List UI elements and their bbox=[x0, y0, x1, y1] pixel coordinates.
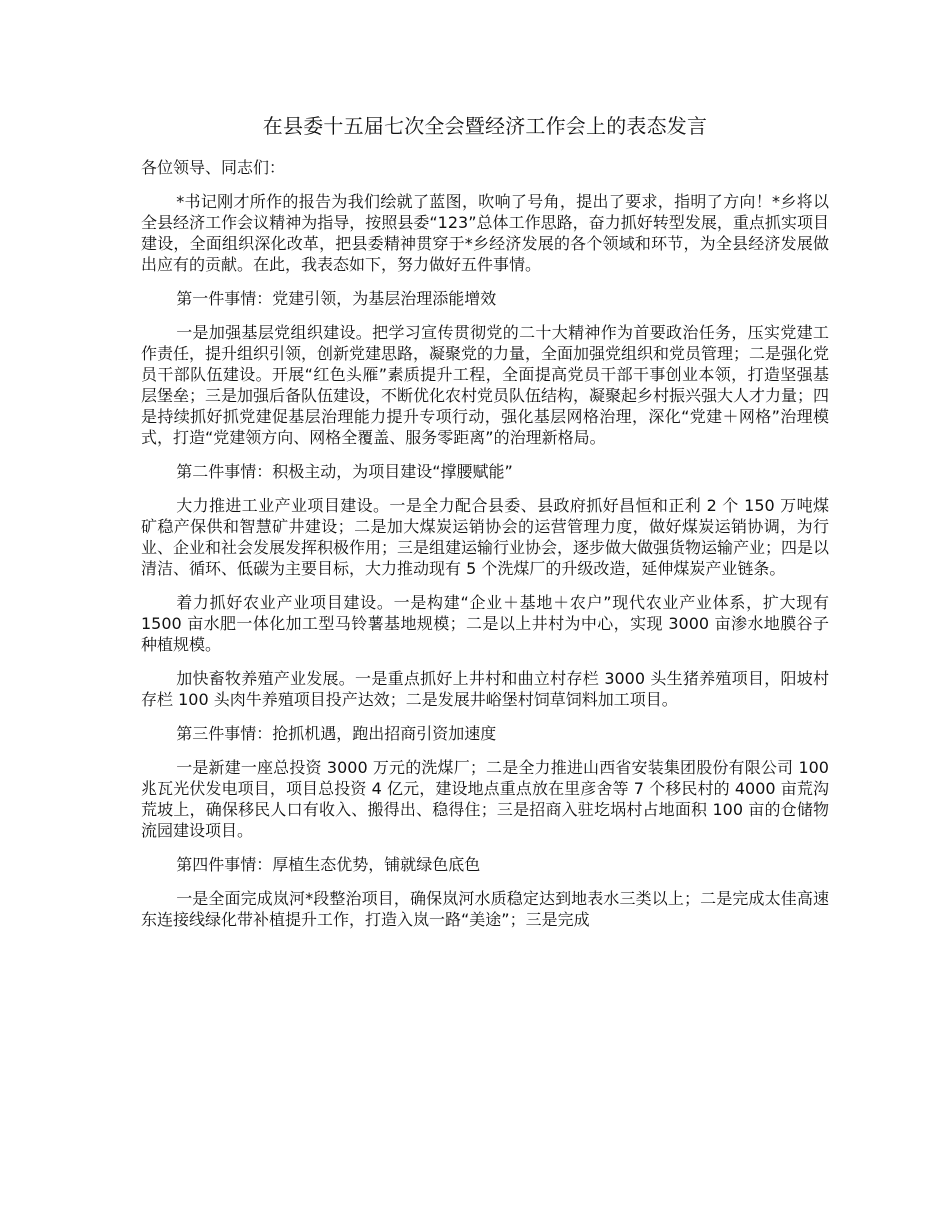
section-heading-3: 第三件事情：抢抓机遇，跑出招商引资加速度 bbox=[176, 724, 497, 743]
paragraph-agricultural-projects: 着力抓好农业产业项目建设。一是构建“企业＋基地＋农户”现代农业产业体系，扩大现有 1500 亩水肥一体化加工型马铃薯基地规模；二是以上井村为中心，实现 3000 亩渗水地膜谷子种植规模。 bbox=[141, 593, 829, 654]
document-title: 在县委十五届七次全会暨经济工作会上的表态发言 bbox=[262, 114, 708, 138]
paragraph-party-building: 一是加强基层党组织建设。把学习宣传贯彻党的二十大精神作为首要政治任务，压实党建工作责任，提升组织引领，创新党建思路，凝聚党的力量，全面加强党组织和党员管理；二是强化党员干部队伍建设。开展“红色头雁”素质提升工程，全面提高党员干部干事创业本领，打造坚强基层堡垒；三是加强后备队伍建设，不断优化农村党员队伍结构，凝聚起乡村振兴强大人才力量；四是持续抓好抓党建促基层治理能力提升专项行动，强化基层网格治理，深化“党建＋网格”治理模式，打造“党建领方向、网格全覆盖、服务零距离”的治理新格局。 bbox=[141, 323, 830, 447]
section-heading-1: 第一件事情：党建引领，为基层治理添能增效 bbox=[176, 289, 497, 308]
section-heading-2: 第二件事情：积极主动，为项目建设“撑腰赋能” bbox=[176, 462, 513, 481]
paragraph-investment: 一是新建一座总投资 3000 万元的洗煤厂；二是全力推进山西省安装集团股份有限公司 100 兆瓦光伏发电项目，项目总投资 4 亿元，建设地点重点放在里彦舍等 7 个移民村的 4000 亩荒沟荒坡上，确保移民人口有收入、搬得出、稳得住；三是招商入驻圪埚村占地面积 100 亩的仓储物流园建设项目。 bbox=[141, 758, 829, 840]
section-heading-4: 第四件事情：厚植生态优势，铺就绿色底色 bbox=[176, 855, 481, 874]
paragraph-industrial-projects: 大力推进工业产业项目建设。一是全力配合县委、县政府抓好昌恒和正利 2 个 150 万吨煤矿稳产保供和智慧矿井建设；二是加大煤炭运销协会的运营管理力度，做好煤炭运销协调，为行业、企业和社会发展发挥积极作用；三是组建运输行业协会，逐步做大做强货物运输产业；四是以清洁、循环、低碳为主要目标，大力推动现有 5 个洗煤厂的升级改造，延伸煤炭产业链条。 bbox=[141, 496, 830, 578]
paragraph-livestock: 加快畜牧养殖产业发展。一是重点抓好上井村和曲立村存栏 3000 头生猪养殖项目，阳坡村存栏 100 头肉牛养殖项目投产达效；二是发展井峪堡村饲草饲料加工项目。 bbox=[141, 669, 829, 709]
paragraph-ecology: 一是全面完成岚河*段整治项目，确保岚河水质稳定达到地表水三类以上；二是完成太佳高速东连接线绿化带补植提升工作，打造入岚一路“美途”；三是完成 bbox=[141, 889, 829, 929]
paragraph-intro: *书记刚才所作的报告为我们绘就了蓝图，吹响了号角，提出了要求，指明了方向！*乡将以全县经济工作会议精神为指导，按照县委“123”总体工作思路，奋力抓好转型发展，重点抓实项目建设，全面组织深化改革，把县委精神贯穿于*乡经济发展的各个领域和环节，为全县经济发展做出应有的贡献。在此，我表态如下，努力做好五件事情。 bbox=[141, 192, 829, 274]
salutation: 各位领导、同志们： bbox=[141, 158, 286, 177]
document-page bbox=[141, 112, 829, 943]
